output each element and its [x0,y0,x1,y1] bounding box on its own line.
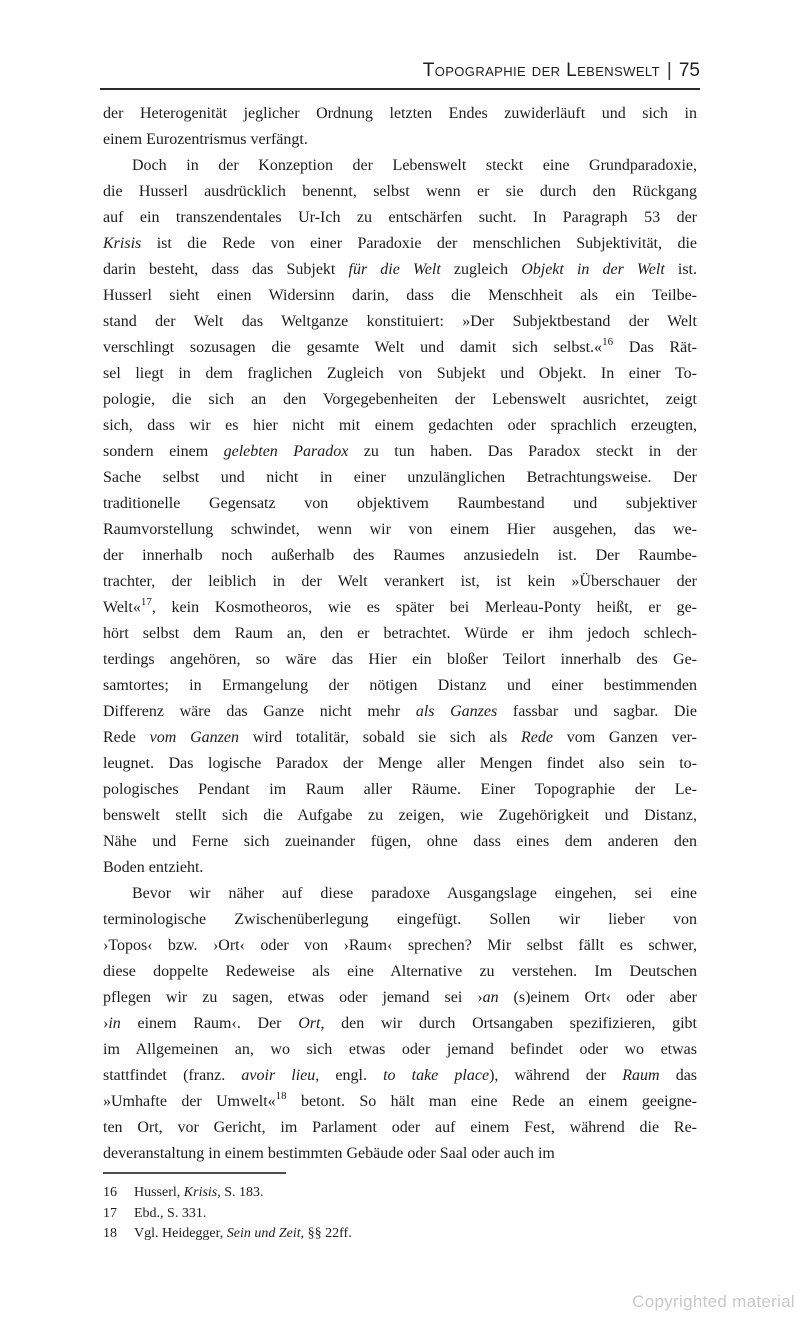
italic-text: als Ganzes [415,703,498,720]
text-line [103,595,697,621]
text-line [103,1115,697,1141]
text-line [103,335,697,361]
page-number: 75 [678,60,700,81]
text-segment: terdings angehören, so wäre das Hier ein bloßer Teilort innerhalb des Ge- [103,651,697,668]
text-line [103,673,697,699]
text-line [103,257,697,283]
text-segment: , §§ 22ff. [300,1226,352,1241]
footnote [103,1183,697,1204]
text-segment: deveranstaltung in einem bestimmten Gebäude oder Saal oder auch im [103,1145,555,1162]
footnote-reference: 18 [275,1090,287,1102]
text-segment: Husserl sieht einen Widersinn darin, dass die Menschheit als ein Teilbe- [103,287,697,304]
text-segment: einem Raum‹. Der [120,1015,299,1032]
text-segment: Rede [103,729,150,746]
text-line [103,647,697,673]
italic-text: avoir lieu [241,1067,316,1084]
footnote-number: 17 [103,1205,117,1221]
italic-text: to take place [383,1067,490,1084]
text-segment: »Umhafte der Umwelt« [103,1093,276,1110]
text-segment: Ebd., S. 331. [134,1205,207,1221]
body-text [103,101,697,1167]
text-segment: ten Ort, vor Gericht, im Parlament oder auf einem Fest, während die Re- [103,1119,697,1136]
text-segment: , S. 183. [217,1185,264,1200]
footnote-reference: 17 [140,596,152,608]
text-line [103,959,697,985]
italic-text: in [108,1015,121,1032]
text-line [103,1011,697,1037]
text-segment: zu tun haben. Das Paradox steckt in der [348,443,698,460]
text-segment: leugnet. Das logische Paradox der Menge aller Mengen findet also sein to- [103,755,697,772]
text-segment: sel liegt in dem fraglichen Zugleich von Subjekt und Objekt. In einer To- [103,365,697,382]
text-line [103,1141,697,1167]
text-segment: benswelt stellt sich die Aufgabe zu zeigen, wie Zugehörigkeit und Distanz, [103,807,697,824]
footnotes [103,1183,697,1245]
italic-text: Krisis [183,1185,218,1200]
text-segment: im Allgemeinen an, wo sich etwas oder jemand befindet oder wo etwas [103,1041,697,1058]
italic-text: an [482,989,499,1006]
text-line [103,777,697,803]
text-segment: , den wir durch Ortsangaben spezifizieren, gibt [320,1015,697,1032]
text-line [103,881,697,907]
header-rule [100,88,700,90]
paragraph [103,101,697,153]
text-segment: pologie, die sich an den Vorgegebenheiten der Lebenswelt ausrichtet, zeigt [103,391,697,408]
text-line [103,699,697,725]
text-segment: Boden entzieht. [103,859,204,876]
italic-text: Krisis [103,235,142,252]
footnote-text [134,1183,697,1204]
text-segment: die Husserl ausdrücklich benennt, selbst wenn er sie durch den Rückgang [103,183,697,200]
text-segment: auf ein transzendentales Ur-Ich zu entschärfen sucht. In Paragraph 53 der [103,209,697,226]
footnote-number: 18 [103,1226,117,1241]
text-line [103,751,697,777]
text-segment: zugleich [440,261,522,278]
text-segment: sich, dass wir es hier nicht mit einem gedachten oder sprachlich erzeugten, [103,417,697,434]
text-line [103,205,697,231]
text-line [103,1063,697,1089]
text-line [103,985,697,1011]
text-segment: diese doppelte Redeweise als eine Alternative zu verstehen. Im Deutschen [103,963,697,980]
footnote [103,1204,697,1225]
text-segment: ), während der [489,1067,623,1084]
paragraph [103,881,697,1167]
footnote-text [134,1224,697,1245]
text-segment: Das Rät- [613,339,698,356]
text-segment: traditionelle Gegensatz von objektivem Raumbestand und subjektiver [103,495,697,512]
text-line [103,283,697,309]
text-segment: Nähe und Ferne sich zueinander fügen, ohne dass eines dem anderen den [103,833,697,850]
text-segment: terminologische Zwischenüberlegung eingefügt. Sollen wir lieber von [103,911,697,928]
text-segment: trachter, der leiblich in der Welt verankert ist, ist kein »Überschauer der [103,573,697,590]
text-segment: , kein Kosmotheoros, wie es später bei Merleau-Ponty heißt, er ge- [151,599,697,616]
italic-text: Sein und Zeit [226,1226,301,1241]
text-line [103,829,697,855]
text-segment: verschlingt sozusagen die gesamte Welt und damit sich selbst.« [103,339,603,356]
italic-text: Ort [298,1015,321,1032]
paragraph [103,153,697,881]
text-segment: hört selbst dem Raum an, den er betrachtet. Würde er ihm jedoch schlech- [103,625,697,642]
text-segment: Differenz wäre das Ganze nicht mehr [103,703,416,720]
italic-text: Raum [622,1067,660,1084]
text-segment: ist die Rede von einer Paradoxie der menschlichen Subjektivität, die [141,235,697,252]
footnote-number: 16 [103,1185,117,1200]
text-line [103,725,697,751]
footnote-reference: 16 [602,336,614,348]
text-line [103,153,697,179]
text-line [103,361,697,387]
text-line [103,387,697,413]
text-segment: Husserl, [134,1185,184,1200]
footnote-text [134,1204,697,1225]
running-head-title: Topographie der Lebenswelt [422,60,660,81]
text-segment: vom Ganzen ver- [552,729,698,746]
text-line [103,907,697,933]
text-segment: Doch in der Konzeption der Lebenswelt steckt eine Grundparadoxie, [132,157,697,174]
text-line [103,101,697,127]
text-line [103,309,697,335]
footnote [103,1224,697,1245]
footnote-rule [103,1172,286,1174]
text-segment: Raumvorstellung schwindet, wenn wir von einem Hier ausgehen, das we- [103,521,697,538]
text-line [103,491,697,517]
text-segment: pflegen wir zu sagen, etwas oder jemand sei › [103,989,483,1006]
text-line [103,621,697,647]
text-line [103,439,697,465]
text-line [103,933,697,959]
text-segment: fassbar und sagbar. Die [497,703,698,720]
text-segment: betont. So hält man eine Rede an einem geeigne- [286,1093,698,1110]
running-head [100,60,700,82]
text-line [103,465,697,491]
text-segment: stand der Welt das Weltganze konstituiert: »Der Subjektbestand der Welt [103,313,697,330]
text-line [103,855,697,881]
italic-text: Objekt in der Welt [521,261,665,278]
text-segment: Bevor wir näher auf diese paradoxe Ausgangslage eingehen, sei eine [132,885,697,902]
italic-text: für die Welt [348,261,441,278]
text-segment: der innerhalb noch außerhalb des Raumes anzusiedeln ist. Der Raumbe- [103,547,697,564]
text-segment: der Heterogenität jeglicher Ordnung letzten Endes zuwiderläuft und sich in [103,105,697,122]
text-line [103,127,697,153]
italic-text: gelebten Paradox [223,443,349,460]
text-line [103,569,697,595]
text-segment: Vgl. Heidegger, [134,1226,227,1241]
text-line [103,1089,697,1115]
text-line [103,803,697,829]
text-segment: darin besteht, dass das Subjekt [103,261,349,278]
text-line [103,517,697,543]
text-line [103,231,697,257]
text-line [103,1037,697,1063]
text-segment: ›Topos‹ bzw. ›Ort‹ oder von ›Raum‹ sprechen? Mir selbst fällt es schwer, [103,937,697,954]
text-segment: das [659,1067,698,1084]
text-segment: sondern einem [103,443,224,460]
text-line [103,413,697,439]
running-head-separator: | [666,60,672,81]
text-segment: stattfindet (franz. [103,1067,242,1084]
text-segment: pologisches Pendant im Raum aller Räume. Einer Topographie der Le- [103,781,697,798]
text-segment: samtortes; in Ermangelung der nötigen Distanz und einer bestimmenden [103,677,697,694]
text-segment: Sache selbst und nicht in einer unzulänglichen Betrachtungsweise. Der [103,469,697,486]
italic-text: vom Ganzen [149,729,239,746]
italic-text: Rede [520,729,553,746]
copyright-watermark: Copyrighted material [632,1292,795,1311]
text-segment: ist. [664,261,698,278]
text-line [103,543,697,569]
text-segment: › [103,1015,109,1032]
text-segment: , engl. [315,1067,384,1084]
text-segment: Welt« [103,599,141,616]
text-segment: (s)einem Ort‹ oder aber [498,989,698,1006]
text-segment: einem Eurozentrismus verfängt. [103,131,308,148]
text-line [103,179,697,205]
text-segment: wird totalitär, sobald sie sich als [238,729,521,746]
